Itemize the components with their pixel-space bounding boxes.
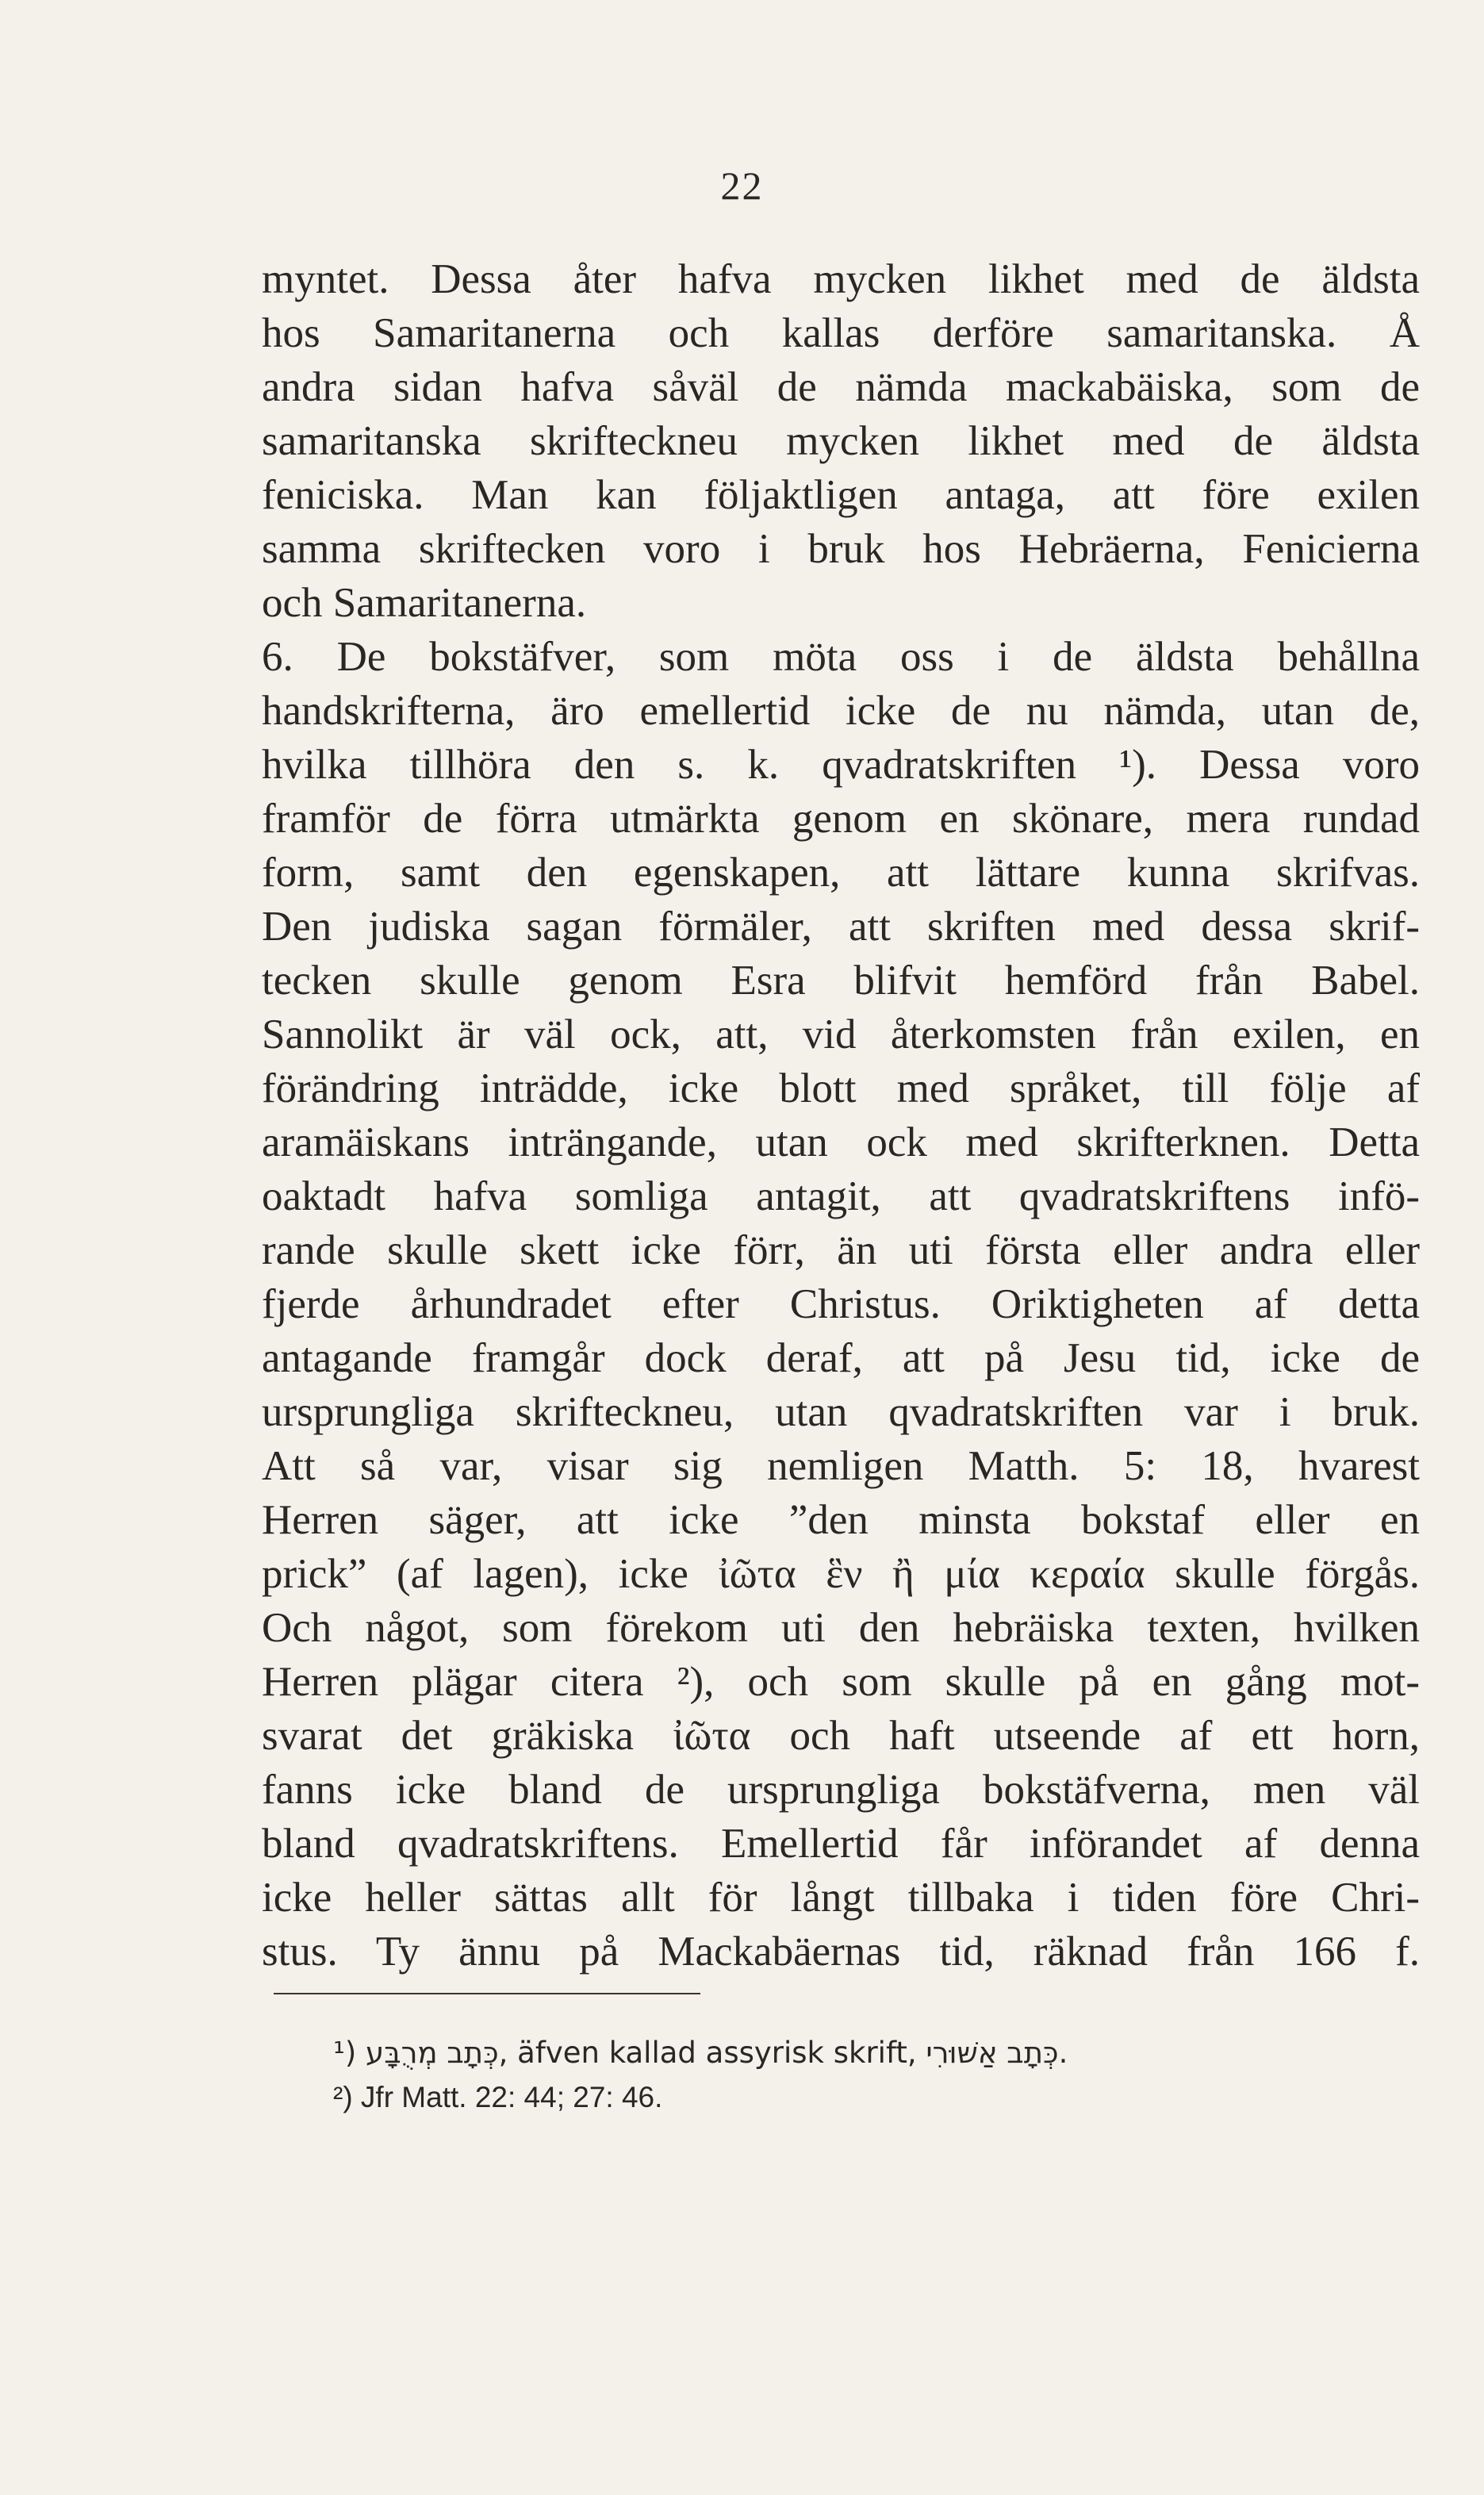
text-line: hvilka tillhöra den s. k. qvadratskriften ¹). Dessa voro <box>262 742 1420 788</box>
text-line: 6. De bokstäfver, som möta oss i de äldsta behållna <box>262 634 1420 680</box>
text-line: form, samt den egenskapen, att lättare kunna skrifvas. <box>262 850 1420 896</box>
text-line: antagande framgår dock deraf, att på Jesu tid, icke de <box>262 1335 1420 1381</box>
footnote-1: ¹) כְּתָב מְרֻבָּע, äfven kallad assyrisk skrift, כְּתָב אַשּׁוּרִי. <box>333 2036 1068 2070</box>
text-line: handskrifterna, äro emellertid icke de nu nämda, utan de, <box>262 688 1420 734</box>
text-line: samaritanska skrifteckneu mycken likhet med de äldsta <box>262 418 1420 464</box>
text-line: aramäiskans inträngande, utan ock med skrifterknen. Detta <box>262 1119 1420 1165</box>
text-line: framför de förra utmärkta genom en skönare, mera rundad <box>262 796 1420 842</box>
text-line: fjerde århundradet efter Christus. Oriktigheten af detta <box>262 1281 1420 1327</box>
text-line: oaktadt hafva somliga antagit, att qvadratskriftens infö- <box>262 1173 1420 1219</box>
text-line: andra sidan hafva såväl de nämda mackabäiska, som de <box>262 364 1420 410</box>
footnote-2: ²) Jfr Matt. 22: 44; 27: 46. <box>333 2081 663 2113</box>
text-line: samma skriftecken voro i bruk hos Hebräerna, Fenicierna <box>262 526 1420 572</box>
text-line: förändring inträdde, icke blott med språket, till följe af <box>262 1065 1420 1111</box>
footnotes <box>333 2031 1068 2120</box>
text-line: Den judiska sagan förmäler, att skriften med dessa skrif- <box>262 904 1420 950</box>
text-line: ursprungliga skrifteckneu, utan qvadratskriften var i bruk. <box>262 1389 1420 1435</box>
text-line: Herren plägar citera ²), och som skulle på en gång mot- <box>262 1659 1420 1705</box>
text-line: tecken skulle genom Esra blifvit hemförd från Babel. <box>262 958 1420 1004</box>
text-line: Sannolikt är väl ock, att, vid återkomsten från exilen, en <box>262 1011 1420 1057</box>
text-line: rande skulle skett icke förr, än uti första eller andra eller <box>262 1227 1420 1273</box>
footnote-divider <box>274 1993 700 1994</box>
text-line: feniciska. Man kan följaktligen antaga, att före exilen <box>262 472 1420 518</box>
text-line: hos Samaritanerna och kallas derföre samaritanska. Å <box>262 310 1420 356</box>
text-line: fanns icke bland de ursprungliga bokstäfverna, men väl <box>262 1767 1420 1813</box>
page-number: 22 <box>720 163 764 208</box>
text-line: och Samaritanerna. <box>262 580 587 626</box>
text-line: myntet. Dessa åter hafva mycken likhet med de äldsta <box>262 256 1420 302</box>
text-line: bland qvadratskriftens. Emellertid får införandet af denna <box>262 1821 1420 1867</box>
body-text <box>262 252 1420 1979</box>
text-line: Att så var, visar sig nemligen Matth. 5: 18, hvarest <box>262 1443 1420 1489</box>
text-line: prick” (af lagen), icke ἰῶτα ἓν ἢ μία κεραία skulle förgås. <box>262 1551 1420 1597</box>
text-line: svarat det gräkiska ἰῶτα och haft utseende af ett horn, <box>262 1713 1420 1759</box>
text-line: Herren säger, att icke ”den minsta bokstaf eller en <box>262 1497 1420 1543</box>
text-line: icke heller sättas allt för långt tillbaka i tiden före Chri- <box>262 1875 1420 1921</box>
text-line: stus. Ty ännu på Mackabäernas tid, räknad från 166 f. <box>262 1929 1420 1975</box>
text-line: Och något, som förekom uti den hebräiska texten, hvilken <box>262 1605 1420 1651</box>
